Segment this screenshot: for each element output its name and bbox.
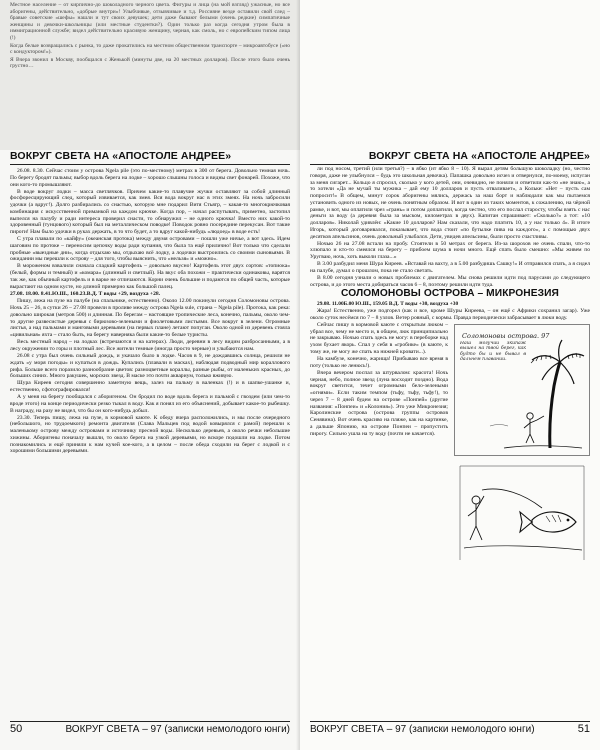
paragraph: Ночью 26 на 27.08 встали на пробу. Стоятели в 50 метрах от берега. Из-за шорохов не очень спали, что-то хлюпало и кто-то смеялся на берегу – прибоем шума в ночи много. Ещё спать было смешно: «Мы живем по Уругваю, ночь, хоть выколи глаза...» (310, 240, 590, 261)
left-top-strip (0, 0, 300, 150)
footer-title: ВОКРУГ СВЕТА – 97 (записки немолодого юнги) (65, 724, 290, 735)
left-footer (10, 721, 290, 736)
paragraph: 26.08. 8.30. Сейчас стоим у острова Ngela pile (это по-местному) метрах в 300 от берега. Довольно темная ночь. По берегу бродят пальмы; выбор вдоль берега на лодке – хорошо слышны голоса и видны свет фонарей. Похоже, что они кого-то промышляют. (10, 168, 290, 188)
strip-paragraph: Я Вчера звонил в Москву, пообщался с Женькой (минуты две, на 20 местных долларов). После этого было очень грустно… (10, 56, 290, 70)
illustration-palm-sketch (454, 324, 590, 456)
paragraph: А у меня на берегу пообщался с аборигеном. Он бродил по воде вдоль берега и пальмой с гвоздем (или чем-то вроде этого) на конце периодически резко тыкал в воду. Как я понял из его объяснений, добывает какое-то рыбешку. В награду, на разу не видел, что бы он кого-нибудь добыл. (10, 394, 290, 414)
illustration-caption: Соломоновы острова. 97 (462, 331, 550, 340)
paragraph: 26.08 с утра был очень сильный дождь, и укачало было в лодке. Часов в 9, не дождавшись солнца, решили не ждать «у моря погоды» и купаться в дождь. Купались (плавали в масках), наблюдая подводный мир кораллового рифа. Больше всего поразило разнообразие цветов: разноцветные кораллы, разные рыбы, от маленьких красных, до больших синих. Много ракушек, морских звезд. В маске это почти аквариум, только вживую. (10, 353, 290, 380)
paragraph: В 8.00 сегодня узнали о новых проблемах с двигателем. Мы снова решили идти под парусами до следующего острова, и до этого места добираться часов 6 – 8, поэтому решили идти туда. (310, 274, 590, 288)
paragraph: Шура Киреев сегодня совершенно заметную вещь, залез на пальму в валенках (!) и в шапке-ушанке и, естественно, сфотографировался! (10, 380, 290, 394)
page-number: 51 (577, 723, 590, 735)
left-running-header: ВОКРУГ СВЕТА НА «АПОСТОЛЕ АНДРЕЕ» (10, 150, 290, 165)
paragraph: 23.30. Теперь пишу, лежа на пузе, в кормовой каюте. К обеду вчера расположились, и мы после очередного (небольшого, но трудоемкого) ремонта двигателя (Слава Мальцев под водой ковырялся с рамой) перешли к маленькому острову между островами и источнику пресной воды. Несколько деревьев, а около речки небольшие хижины. Аборигены поначалу вышли, то около берега на узкой деревьями, но вскоре подошли на лодке. Потом познакомились и ещё приняли к нам кучей кое-кого, а в целом – после обеда сходили на берег с лодкой и с хорошими большими деревьями. (10, 414, 290, 455)
paragraph: Сейчас пишу в кормовой каюте с открытым люком – убрал все, чему не место и, в общем, люк принципиально не закрываю. Ночью спать здесь не могу: в переборке над ухом бухает якорь. Спал у себя в «гробике» (в каюте, к тому же, не могу же спать на нижней кровати...). (310, 321, 448, 355)
paragraph: Жара! Естественно, уже подгорел (как и все, кроме Шуры Киреева, – он ещё с Африки сохранил загар). Уже около суток несёмся по 7 – 8 узлов. Ветер ровный, с кормы. Правда периодически забрасывает в люки воду. (310, 308, 590, 321)
right-page (300, 0, 600, 750)
paragraph: ли под носом, третий (или третья?) – в ябко (ит ябко 8 – 10). Я вырал детям большую шоколадку (но, честно говоря, даже не улыбнулся – будь это школьная девочка). Папашка довольно исчез и отвернулся, по-моему, испуган за меня сигарет... Кольцо я спросил, сколько у кого детей, они, очевидно, не поняли и ответили как-то «не знаю», а то хотели «Да не мучай ты мужика – дай ему 10 долларов и пусть отваливает», а Кольке: «Нет – пусть сам попросит!» В общем, минут сорок аборигены мялись, держась за наш борт и наблюдали как мы пытаемся установить одного из новых, не очень понятным образом. И вот в один из таких моментов, к сожалению, на чёрной рамке, и вот, мы оплатили чрез «грань» и потом доплатили, когда честно, что его послал старосту, чтобы взять с нас деньги за воду (а деревня была за мыском, километрах в двух). Капитан спрашивает: «Сколько?» а тот: «10 долларов». Николай удивлён: «Какие 10 долларов? Нам сказали, что надо платить 10, а у нас только 4». В итоге Игорь, который договаривался, показывает, что вода стоит «по бутылке пива на каждого», а с помощью двух десятков апельсинов, очень довольный улыбался. Дети, увидев апельсины, были просто счастливы. (310, 166, 590, 240)
paragraph: В 3.00 разбудил меня Шура Киреев. «Вставай на вахту, а в 5.00 разбудишь Сашку!» И отправился спать, а я сидел на палубе, думал о прошлом, пока не стало светать. (310, 261, 590, 274)
paragraph: В воде вокруг лодки – масса светлячков. Причем какие-то плавучие жучки оставляют за собой длинный фосфоресцирующий след, который извивается, как змея. Вся вода вокруг нас в этих змеях. На ночь забросили удочки (а вдруг!). Долго разбирались со снастью, которую мне подарил Витя Стьягр, – какая-то многокрючковая комбинация с искусственной приманкой на каждом крючке. Когда пор, – начал распутывать, приметно, застопил выпелся на палубу и ради интереса проверил снасти, то обнаружил – не одного крючка! Вместо них какой-то здоровенный (тунцового) который был на металлическом поводке! Поводок ровно посередине перекусан. Вот такие пироги! Нам было удочки в руках держать, в то что будет, а то вдруг какой-нибудь «людоед» в воде есть! (10, 188, 290, 236)
paragraph: Пишу, лежа на пузе на палубе (на спальнике, естественно). Около 12.00 покинули сегодня Соломоновы острова. Ночь 25 – 26, в сутки 26 – 27.08 провели в проливе между острова Ngela sule, страна – Ngela pile). Протока, как река: довольно широкая (метров 500) и длинная. По берегам – настоящие тропические леса, конечно, пальмы, около чем-то другие развесистые деревья с бирюзово-зелеными и фиолетовыми листьями. Все вокруг в зелени. Огромные листья, а над пальмами и манговыми деревьями (на первых плане) летают попугаи. Около одной из деревень стояла «цивильная» яхта – стало быть, на берегу наверняка были какие-то белые туристы. (10, 298, 290, 339)
illustration-handwritten-text: Наш могучий экипаж вышел на твой берег, как будто бы и не бывал в дальнем плавании. (460, 340, 526, 363)
right-running-header: ВОКРУГ СВЕТА НА «АПОСТОЛЕ АНДРЕЕ» (310, 150, 590, 165)
section-date-line: 29.08. 11.00Б.00 Ю.Ш., 159.05 В.Д. Т воды +30, воздуха +30 (317, 301, 459, 308)
right-footer (310, 721, 590, 736)
right-page-body (310, 166, 590, 716)
strip-paragraph: Когда белые возвращались с рынка, то даже прокатились на местном общественном транспорте – микроавтобусе («но с кондуктором!»). (10, 42, 290, 56)
illustration-fish-sketch (454, 460, 590, 565)
left-page-body (10, 168, 290, 716)
paragraph: В мороженом взвалили сначала сладкий картофель – довольно вкусно! Картофель этот двух сортов: «топиока» (белый, формы и темный) и «комара» (длинный и светлый). На вкус оба похожи – практически одинаковы, варятся так же, как обычный картофель и в варке не отличаются. Корни очень большие и подаются по общей часть, которые вырастают на одном кусте, но длиной примерно как большой палец. (10, 263, 290, 290)
paragraph: Вчера вечером поспал за штурвалом: красота! Ночь черная, небо, полное звезд (луна восходит поздно). Вода вокруг светится, течет огромными бело-зелеными «огнями». Если таким темпом (тьфу, тьфу, тьфу!), то через 7 – 8 дней будем на острове «Понпей» (другие названия: «Понпеи» и «Колония»). Это уже Микронезия; Каролинские острова (острова группы островов Сенявина). Вот очень красиво на пляже, как на картинке, а дальше Японию, на острове Понпеи – пропустить пирогу. Сильно ушла на ту воду (почти не качается). (310, 369, 448, 437)
page-number: 50 (10, 723, 23, 735)
paragraph: Весь местный народ – на лодках (встречаются и на катерах). Люди, деревни в лесу видим разбросанными, а в лесу окружении то горы и плотный лес. Все жители темные (иногда просто черные) и улыбаются нам. (10, 339, 290, 352)
paragraph: С утра плавали по «кайфу» (океанская протока) между двумя островами – пошли уже ничье, а вот здесь. Идем шаговим по протоке – переносим цепочку воды ради купания, что была та ещё прилично! Вот только что сделали пробные «выездные дни», когда отдыхаю мы, отдыхаю всё лодку, а лодочки выстроились со своими сыновьями. В ожидании мы перешли к острову – для того, чтобы выяснить, что «нельзя» и «можно». (10, 236, 290, 263)
strip-paragraph: Местное население – от кирпично-до шоколадного черного цвета. Фигуры и лица (на мой взгляд) ужасные, но все аборигены, действительно, «добрые внутри»! Улыбчивые, отзывчивые и т.д. Россияне везде оставили свой след – бравые советские «шефы» нашли и тут своих девушек; дети даже бывают белыми (очень редкие) симпатичные женщины и девочки-школьницы (или местные студентки?). Один только раз когда сегодня утром была в иммиграционной службе; видел действительно красивую женщину, черная, как смоль, но с европейским типом лица (!) (10, 2, 290, 41)
date-entry: 27.08. 18.00. 8.41.Ю.Ш., 160.23.В.Д. Т воды +29, воздуха +28. (10, 291, 161, 298)
paragraph: На камбузе, конечно, жарища! Прибываю все время в поту (только не ленюсь!). (310, 356, 448, 369)
palm-sketch-icon (454, 324, 590, 456)
fish-sketch-icon (454, 460, 590, 565)
footer-title: ВОКРУГ СВЕТА – 97 (записки немолодого юнги) (310, 724, 535, 735)
section-title: СОЛОМОНОВЫ ОСТРОВА – МИКРОНЕЗИЯ (341, 288, 559, 300)
